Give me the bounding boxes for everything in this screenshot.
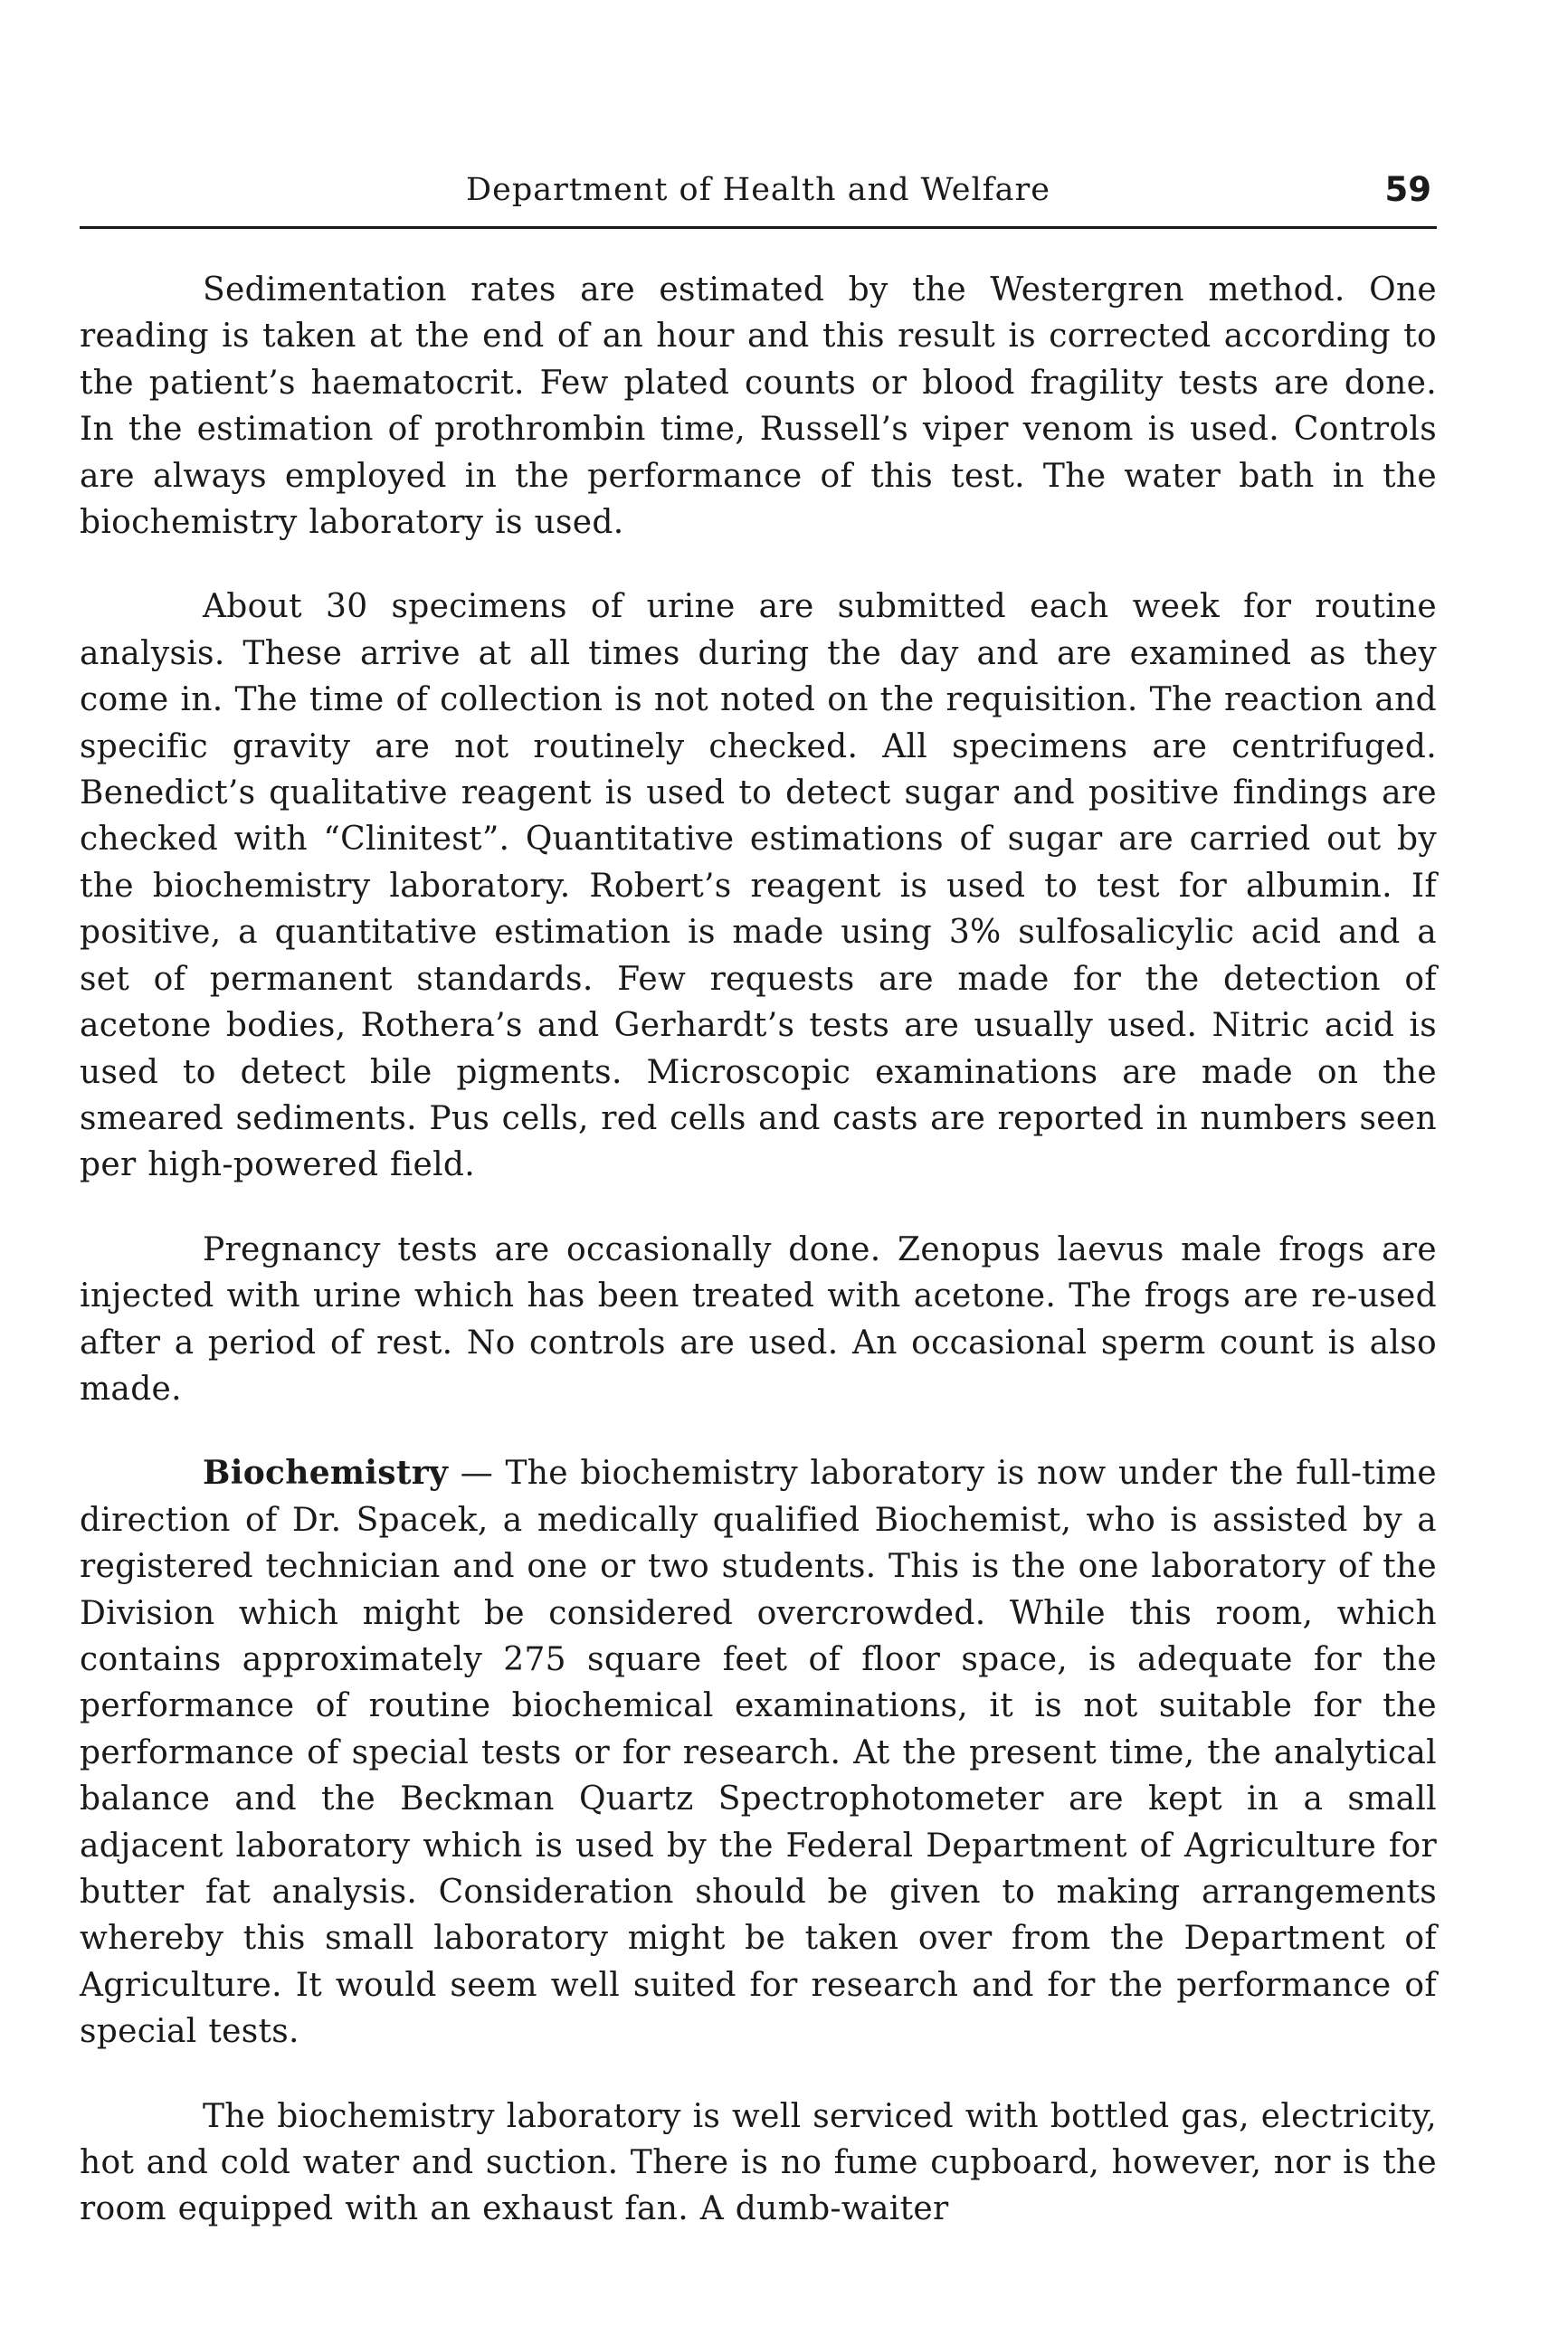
paragraph-pregnancy-tests: Pregnancy tests are occasionally done. Zenopus laevus male frogs are injected with urine which has been treated with acetone. The frogs are re-used after a period of rest. No controls are used. An occasional sperm count is also made. xyxy=(80,1230,1437,1408)
paragraph-urine-analysis: About 30 specimens of urine are submitted each week for routine analysis. These arrive at all times during the day and are examined as they come in. The time of collection is not noted on the requisition. The reaction and specific gravity are not routinely checked. All specimens are centrifuged. Benedict’s qualitative reagent is used to detect sugar and positive findings are checked with “Clinitest”. Quantitative estimations of sugar are carried out by the biochemistry laboratory. Robert’s reagent is used to test for albumin. If positive, a quantitative estimation is made using 3% sulfosalicylic acid and a set of permanent standards. Few requests are made for the detection of acetone bodies, Rothera’s and Gerhardt’s tests are usually used. Nitric acid is used to detect bile pigments. Microscopic examinations are made on the smeared sediments. Pus cells, red cells and casts are reported in numbers seen per high-powered field. xyxy=(80,588,1437,1184)
body-text xyxy=(80,267,1437,2233)
document-page xyxy=(80,163,1437,2233)
page-number: 59 xyxy=(1384,170,1431,209)
running-title: Department of Health and Welfare xyxy=(466,172,1050,208)
paragraph-biochemistry xyxy=(80,1450,1437,2055)
section-heading-biochemistry: Biochemistry xyxy=(203,1454,449,1493)
paragraph-biochemistry-text: — The biochemistry laboratory is now under the full-time direction of Dr. Spacek, a medically qualified Biochemist, who is assisted by a registered technician and one or two students. This is the one laboratory of the Division which might be considered overcrowded. While this room, which contains approximately 275 square feet of floor space, is adequate for the performance of routine biochemical examinations, it is not suitable for the performance of special tests or for research. At the present time, the analytical balance and the Beckman Quartz Spectrophotometer are kept in a small adjacent laboratory which is used by the Federal Department of Agriculture for butter fat analysis. Consideration should be given to making arrangements whereby this small laboratory might be taken over from the Department of Agriculture. It would seem well suited for research and for the performance of special tests. xyxy=(80,1455,1437,2051)
running-header xyxy=(80,163,1437,229)
paragraph-sedimentation: Sedimentation rates are estimated by the Westergren method. One reading is taken at the end of an hour and this result is corrected according to the patient’s haematocrit. Few plated counts or blood fragility tests are done. In the estimation of prothrombin time, Russell’s viper venom is used. Controls are always employed in the performance of this test. The water bath in the biochemistry laboratory is used. xyxy=(80,271,1437,542)
paragraph-laboratory-services: The biochemistry laboratory is well serviced with bottled gas, electricity, hot and cold water and suction. There is no fume cupboard, however, nor is the room equipped with an exhaust fan. A dumb-waiter xyxy=(80,2097,1437,2228)
